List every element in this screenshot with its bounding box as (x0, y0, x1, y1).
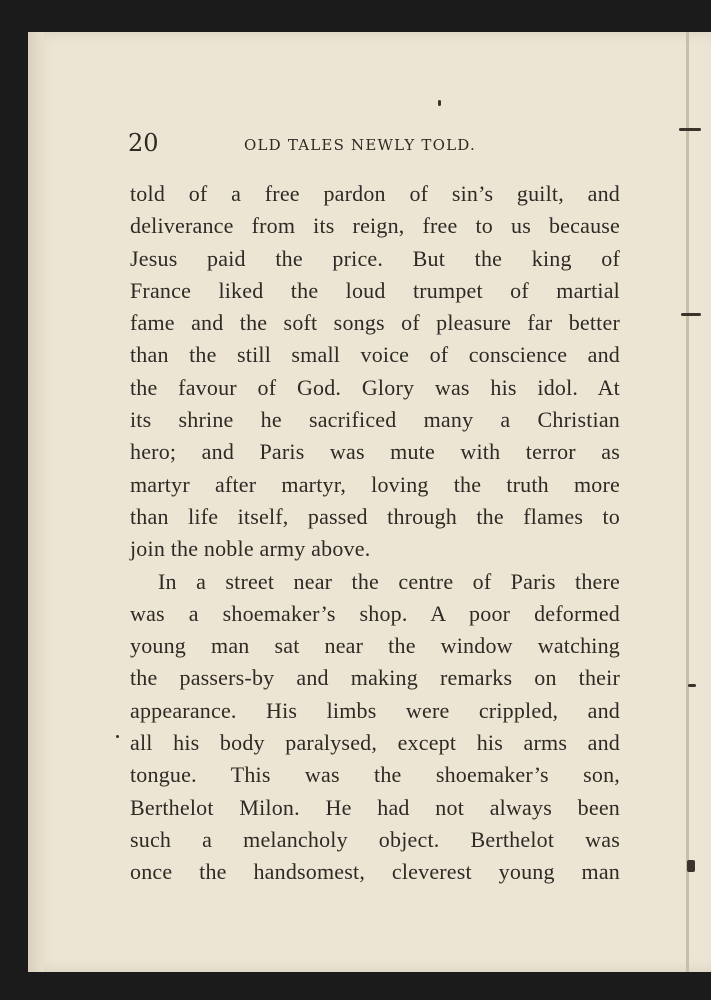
text-line: once the handsomest, cleverest young man (130, 859, 620, 885)
ink-speck (116, 735, 119, 738)
margin-mark (679, 128, 701, 131)
margin-mark (688, 684, 696, 687)
text-line: young man sat near the window watching (130, 633, 620, 659)
body-text (130, 178, 620, 889)
text-line: its shrine he sacrificed many a Christian (130, 407, 620, 433)
paragraph-last-line: join the noble army above. (130, 536, 371, 562)
text-line: told of a free pardon of sin’s guilt, and (130, 181, 620, 206)
text-line: Jesus paid the price. But the king of (130, 245, 620, 271)
page-header (128, 128, 618, 162)
text-line: all his body paralysed, except his arms and (130, 730, 620, 756)
text-line: such a melancholy object. Berthelot was (130, 826, 620, 852)
text-line: tongue. This was the shoemaker’s son, (130, 762, 620, 788)
text-line: than the still small voice of conscience and (130, 342, 620, 368)
paragraph-first-line: In a street near the centre of Paris there (158, 568, 620, 594)
ink-speck (438, 100, 441, 106)
page-fore-edge (686, 32, 689, 972)
text-line: fame and the soft songs of pleasure far better (130, 310, 620, 336)
text-line: hero; and Paris was mute with terror as (130, 439, 620, 465)
margin-mark (681, 313, 701, 316)
text-line: Berthelot Milon. He had not always been (130, 794, 620, 820)
text-line: than life itself, passed through the flames to (130, 503, 620, 529)
page-number: 20 (128, 129, 159, 157)
running-head-title: OLD TALES NEWLY TOLD. (244, 136, 476, 154)
text-line: martyr after martyr, loving the truth more (130, 471, 620, 497)
text-line: France liked the loud trumpet of martial (130, 277, 620, 303)
text-line: the favour of God. Glory was his idol. At (130, 374, 620, 400)
page-binding-edge (28, 32, 44, 972)
text-line: the passers-by and making remarks on their (130, 665, 620, 691)
text-line: was a shoemaker’s shop. A poor deformed (130, 600, 620, 626)
text-line: deliverance from its reign, free to us because (130, 213, 620, 239)
text-line: appearance. His limbs were crippled, and (130, 697, 620, 723)
margin-mark (687, 860, 695, 872)
